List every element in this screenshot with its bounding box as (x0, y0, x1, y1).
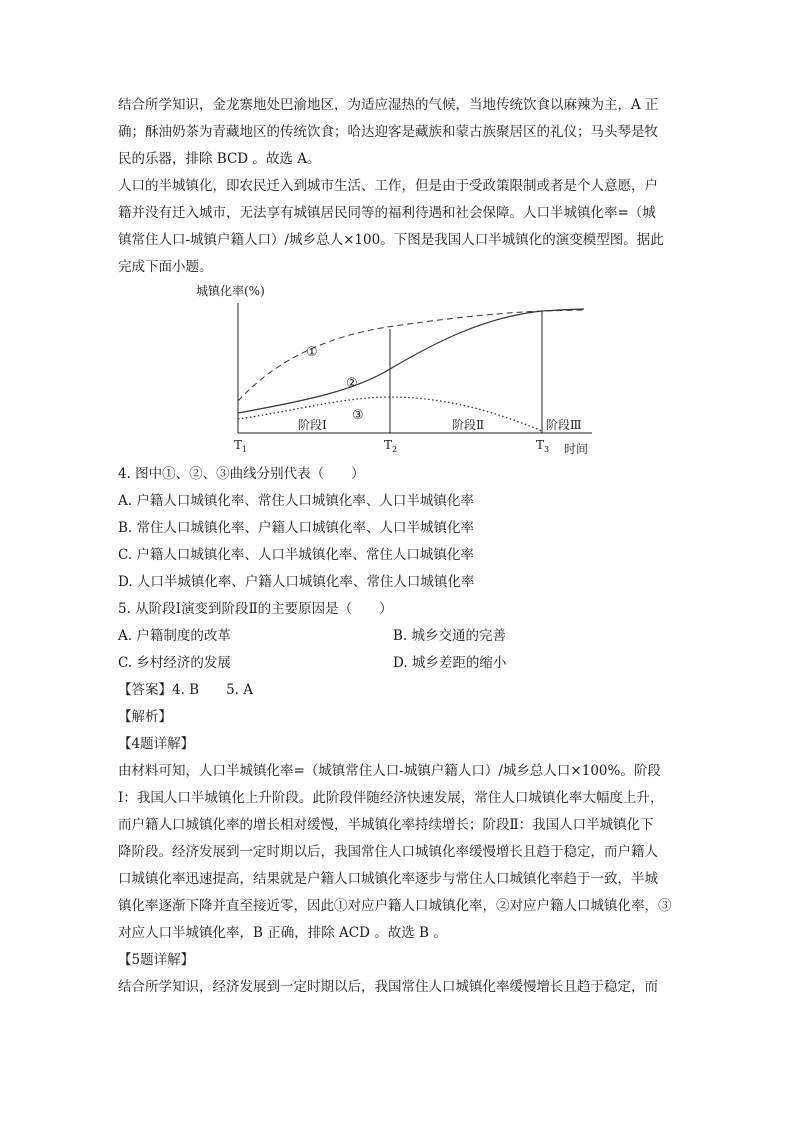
text-line: 镇化率逐渐下降并直至接近零，因此①对应户籍人口城镇化率，②对应户籍人口城镇化率，③ (118, 898, 672, 914)
document-body (118, 92, 678, 1001)
figure-svg (194, 281, 594, 461)
question-stem: 5. 从阶段Ⅰ演变到阶段Ⅱ的主要原因是（ ） (118, 601, 393, 617)
option-d: D. 城乡差距的缩小 (393, 655, 507, 671)
text-line: 降阶段。经济发展到一定时期以后，我国常住人口城镇化率缓慢增长且趋于稳定，而户籍人 (118, 844, 658, 860)
option-b: B. 常住人口城镇化率、户籍人口城镇化率、人口半城镇化率 (118, 520, 475, 536)
option-c: C. 乡村经济的发展 (118, 655, 231, 671)
curve-2-line (238, 309, 584, 413)
text-line: 而户籍人口城镇化率的增长相对缓慢，半城镇化率持续增长；阶段Ⅱ：我国人口半城镇化下 (118, 817, 654, 833)
q5-detail-title: 【5题详解】 (118, 952, 195, 968)
text-line: 人口的半城镇化，即农民迁入到城市生活、工作，但是由于受政策限制或者是个人意愿，户 (118, 178, 658, 194)
analysis-title: 【解析】 (118, 709, 172, 725)
material-paragraph (118, 173, 678, 281)
q5-detail-paragraph (118, 974, 678, 1001)
stage-1-label: 阶段Ⅰ (298, 418, 327, 432)
text-line: Ⅰ：我国人口半城镇化上升阶段。此阶段伴随经济快速发展，常住人口城镇化率大幅度上升， (118, 790, 664, 806)
text-line: 完成下面小题。 (118, 259, 213, 275)
option-b: B. 城乡交通的完善 (393, 628, 507, 644)
text-line: 镇常住人口-城镇户籍人口）/城乡总人×100。下图是我国人口半城镇化的演变模型图。据此 (118, 232, 664, 248)
stage-2-label: 阶段Ⅱ (452, 418, 485, 432)
curve-1-line (238, 310, 584, 401)
q4-detail-paragraph (118, 758, 678, 947)
text-line: 结合所学知识，金龙寨地处巴渝地区，为适应湿热的气候，当地传统饮食以麻辣为主，A 正 (118, 97, 659, 113)
option-row (118, 623, 678, 650)
y-axis-label: 城镇化率(%) (196, 284, 265, 298)
text-line: 籍并没有迁入城市，无法享有城镇居民同等的福利待遇和社会保障。人口半城镇化率=（城 (118, 205, 656, 221)
text-line: 结合所学知识，经济发展到一定时期以后，我国常住人口城镇化率缓慢增长且趋于稳定，而 (118, 979, 658, 995)
answer-line: 【答案】4. B 5. A (118, 682, 254, 698)
question-4 (118, 461, 678, 596)
intro-paragraph (118, 92, 678, 173)
t1-tick: $T_1$ (234, 438, 248, 454)
option-row (118, 650, 678, 677)
text-line: 口城镇化率迅速提高，结果就是户籍人口城镇化率逐步与常住人口城镇化率趋于一致，半城 (118, 871, 658, 887)
option-a: A. 户籍制度的改革 (118, 628, 231, 644)
curve-2-label: ② (346, 376, 358, 391)
t2-tick: $T_2$ (384, 438, 398, 454)
option-a: A. 户籍人口城镇化率、常住人口城镇化率、人口半城镇化率 (118, 493, 474, 509)
option-d: D. 人口半城镇化率、户籍人口城镇化率、常住人口城镇化率 (118, 574, 475, 590)
curve-3-label: ③ (352, 408, 364, 423)
stage-3-label: 阶段Ⅲ (546, 418, 582, 432)
q4-detail-title: 【4题详解】 (118, 736, 195, 752)
question-5 (118, 596, 678, 677)
t3-tick: $T_3$ (536, 438, 550, 454)
text-line: 对应人口半城镇化率，B 正确，排除 ACD 。故选 B 。 (118, 925, 447, 941)
text-line: 民的乐器，排除 BCD 。故选 A。 (118, 151, 321, 167)
x-axis-label: 时间 (564, 442, 589, 456)
option-c: C. 户籍人口城镇化率、人口半城镇化率、常住人口城镇化率 (118, 547, 474, 563)
text-line: 确；酥油奶茶为青藏地区的传统饮食；哈达迎客是藏族和蒙古族聚居区的礼仪；马头琴是牧 (118, 124, 658, 140)
question-stem: 4. 图中①、②、③曲线分别代表（ ） (118, 466, 365, 482)
text-line: 由材料可知，人口半城镇化率=（城镇常住人口-城镇户籍人口）/城乡总人口×100%。阶段 (118, 763, 661, 779)
urbanization-model-figure (194, 281, 594, 461)
curve-1-label: ① (306, 345, 318, 360)
